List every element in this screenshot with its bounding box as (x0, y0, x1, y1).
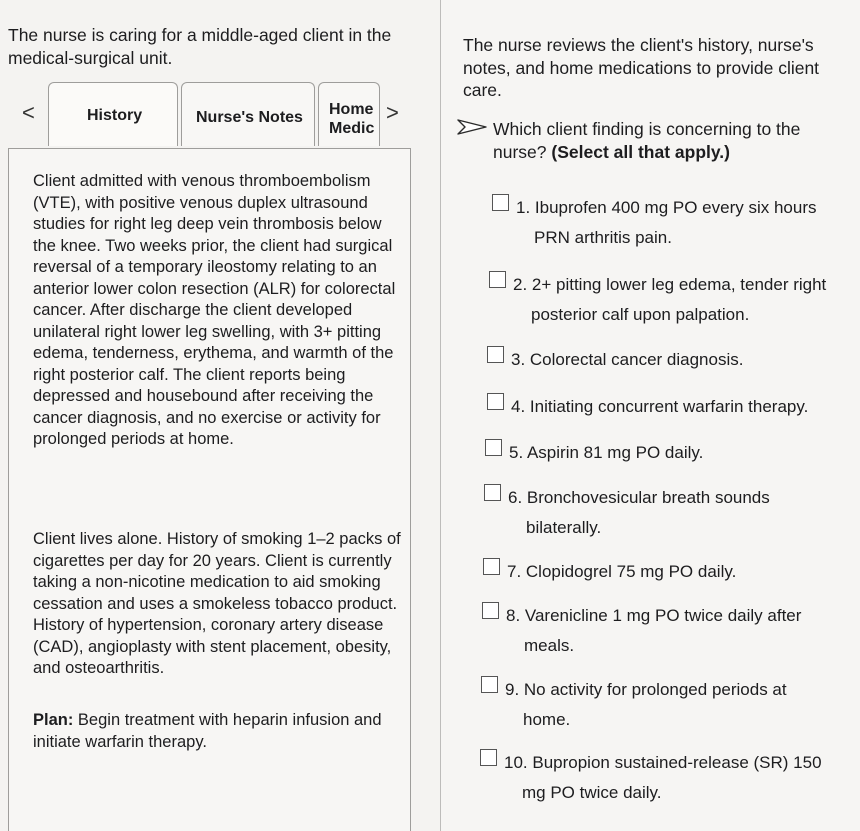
question-intro: The nurse reviews the client's history, nurse's notes, and home medications to provide client care. (463, 35, 820, 100)
tab-home-label-line2: Medic (329, 120, 375, 137)
answer-line-2: PRN arthritis pain. (534, 228, 672, 247)
answer-checkbox[interactable] (487, 393, 504, 410)
answer-option-text (505, 675, 787, 735)
answer-line-2: meals. (524, 636, 575, 655)
tab-nurses-notes-label: Nurse's Notes (196, 109, 303, 126)
history-paragraph-1: Client admitted with venous thromboembolism (VTE), with positive venous duplex ultrasound studies for right leg deep vein thrombosis below the knee. Two weeks prior, the client had surgical reversal of a temporary ileostomy relating to an anterior lower colon resection (ALR) for colorectal cancer. After discharge the client developed unilateral right lower leg swelling, with 3+ pitting edema, tenderness, erythema, and warmth of the right posterior calf. The client reports being depressed and housebound after receiving the cancer diagnosis, and no exercise or activity for prolonged periods at home. (33, 172, 396, 448)
tab-bar (0, 80, 440, 150)
tab-history-label: History (87, 107, 143, 124)
question-prompt-text: Which client finding is concerning to the nurse? (493, 119, 801, 162)
history-paragraph-2: Client lives alone. History of smoking 1–2 packs of cigarettes per day for 20 years. Client is currently taking a non-nicotine medication to aid smoking cessation and uses a smokeless tobacco product. History of hypertension, coronary artery disease (CAD), angioplasty with stent placement, obesity, and osteoarthritis. (33, 530, 401, 677)
tab-home-label-line1: Home (329, 101, 374, 118)
answer-checkbox[interactable] (485, 439, 502, 456)
tab-home-medications-label (329, 100, 374, 138)
plan-label: Plan: (33, 711, 74, 729)
tab-nurses-notes[interactable] (181, 82, 315, 146)
answer-line-1: 2. 2+ pitting lower leg edema, tender right (513, 275, 827, 294)
tab-history[interactable] (48, 82, 178, 146)
next-tab-arrow-icon[interactable]: > (386, 100, 399, 125)
answer-option-text (511, 392, 808, 422)
answer-line-2: home. (523, 710, 571, 729)
answer-checkbox[interactable] (482, 602, 499, 619)
plan-text: Begin treatment with heparin infusion and initiate warfarin therapy. (33, 711, 382, 751)
answer-line-1: 10. Bupropion sustained-release (SR) 150 (504, 753, 822, 772)
answer-line-1: 1. Ibuprofen 400 mg PO every six hours (516, 198, 817, 217)
history-panel (8, 148, 411, 831)
answer-checkbox[interactable] (489, 271, 506, 288)
answer-checkbox[interactable] (484, 484, 501, 501)
prev-tab-arrow-icon[interactable]: < (22, 100, 35, 125)
answer-line-2: bilaterally. (526, 518, 602, 537)
answer-checkbox[interactable] (481, 676, 498, 693)
answer-option-text (508, 483, 770, 543)
answer-line-1: 8. Varenicline 1 mg PO twice daily after (506, 606, 802, 625)
answer-line-1: 9. No activity for prolonged periods at (505, 680, 787, 699)
answer-option-text (507, 557, 736, 587)
answer-option-text (511, 345, 743, 375)
answer-line-2: mg PO twice daily. (522, 783, 662, 802)
question-arrow-icon (457, 119, 487, 135)
scenario-intro: The nurse is caring for a middle-aged client in the medical-surgical unit. (8, 25, 392, 68)
answer-checkbox[interactable] (492, 194, 509, 211)
question-prompt-instruction: (Select all that apply.) (551, 142, 730, 162)
question-prompt (493, 118, 853, 164)
answer-option-text (516, 193, 817, 253)
question-pane (441, 0, 860, 831)
answer-line-1: 7. Clopidogrel 75 mg PO daily. (507, 562, 737, 581)
answer-line-2: posterior calf upon palpation. (531, 305, 750, 324)
answer-line-1: 3. Colorectal cancer diagnosis. (511, 350, 744, 369)
answer-line-1: 5. Aspirin 81 mg PO daily. (509, 443, 704, 462)
answer-option-text (504, 748, 822, 808)
answer-line-1: 4. Initiating concurrent warfarin therapy. (511, 397, 809, 416)
answer-option-text (506, 601, 801, 661)
answer-checkbox[interactable] (480, 749, 497, 766)
answer-checkbox[interactable] (487, 346, 504, 363)
answer-checkbox[interactable] (483, 558, 500, 575)
answer-line-1: 6. Bronchovesicular breath sounds (508, 488, 770, 507)
history-plan (33, 710, 403, 753)
answer-option-text (513, 270, 826, 330)
answer-option-text (509, 438, 703, 468)
tab-home-medications[interactable] (318, 82, 380, 146)
